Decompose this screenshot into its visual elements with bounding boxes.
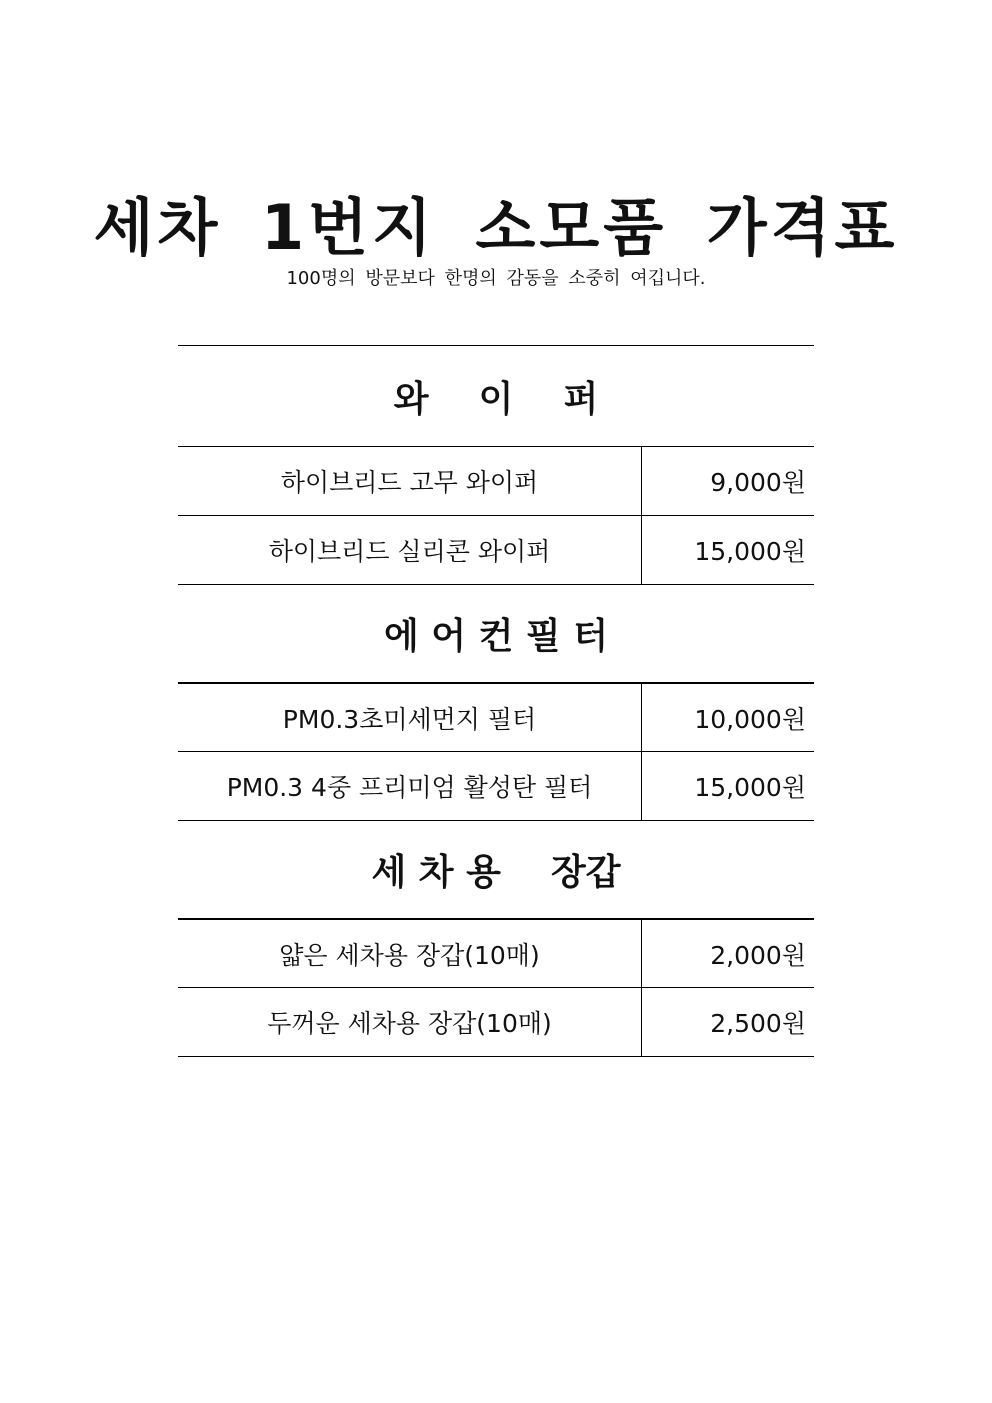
section-heading: 에 어 컨 필 터: [178, 585, 814, 683]
item-price: 2,500원: [710, 1009, 806, 1038]
item-price: 9,000원: [710, 468, 806, 497]
table-row: [178, 919, 814, 988]
table-row: [178, 447, 814, 516]
page-subtitle: 100명의 방문보다 한명의 감동을 소중히 여깁니다.: [286, 268, 706, 289]
item-price: 2,000원: [710, 940, 806, 970]
item-name: 두꺼운 세차용 장갑(10매): [178, 988, 642, 1056]
item-name: 하이브리드 고무 와이퍼: [178, 447, 642, 515]
item-name: PM0.3 4중 프리미엄 활성탄 필터: [178, 752, 642, 820]
section-heading: 세 차 용 장갑: [178, 821, 814, 919]
section-aircon-filter: [178, 585, 814, 821]
item-price: 10,000원: [694, 704, 806, 734]
item-name: 하이브리드 실리콘 와이퍼: [178, 516, 642, 584]
item-name: 얇은 세차용 장갑(10매): [178, 920, 642, 987]
section-wiper: [178, 345, 814, 585]
table-row: [178, 516, 814, 585]
table-row: [178, 988, 814, 1057]
table-row: [178, 683, 814, 752]
table-row: [178, 752, 814, 821]
item-name: PM0.3초미세먼지 필터: [178, 684, 642, 751]
page-title: 세차 1번지 소모품 가격표: [93, 191, 899, 264]
item-price: 15,000원: [694, 537, 806, 566]
price-table: [178, 345, 814, 1057]
section-gloves: [178, 821, 814, 1057]
item-price: 15,000원: [694, 773, 806, 802]
section-heading: 와 이 퍼: [178, 345, 814, 447]
